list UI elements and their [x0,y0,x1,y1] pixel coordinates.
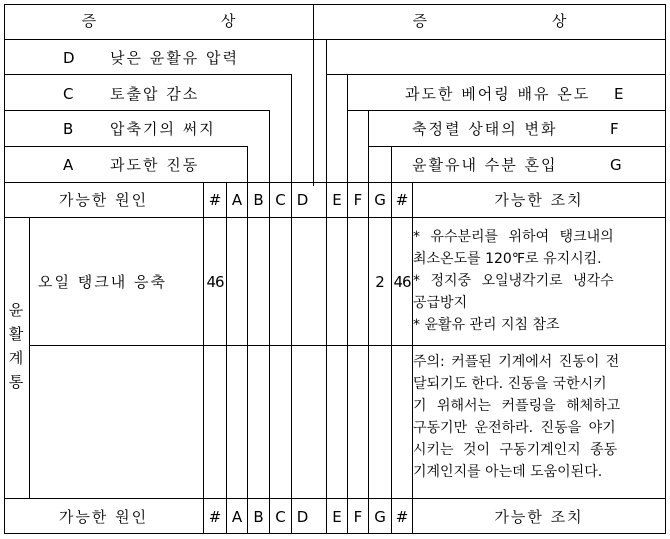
symptom-label-b: 압축기의 써지 [110,120,216,138]
symptom-label-e: 과도한 베어링 배유 온도 [405,85,591,103]
footer-g: G [374,508,386,526]
symptom-code-g: G [610,156,622,174]
col-header-action: 가능한 조치 [494,191,584,209]
footer-cause: 가능한 원인 [58,508,149,526]
col-header-g: G [374,191,386,209]
col-d-line [291,74,292,534]
center-divider [313,4,314,186]
footer-f: F [353,508,363,526]
note-line: 구동기만 운전하라. 진동을 야기 [413,420,616,436]
col-header-cause: 가능한 원인 [58,191,149,209]
symptom-label-a: 과도한 진동 [110,156,200,174]
note-line: 기계인지를 아는데 도움이된다. [413,464,603,480]
section-char: 윤 [8,301,24,319]
col-gap-line [326,39,327,534]
section-label-full: 윤활계통 [6,398,10,399]
row-cause: 오일 탱크내 응축 [38,273,167,291]
section-char: 활 [8,325,24,343]
col-header-d: D [296,191,309,209]
border-right [665,4,666,534]
num-left-col-line [203,182,204,534]
row-num-left: 46 [206,273,224,291]
note-line: 주의: 커플된 기계에서 진동이 전 [413,354,620,370]
footer-b: B [253,508,264,526]
section-char: 계 [8,349,24,367]
border-bottom [4,533,666,534]
footer-d: D [296,508,309,526]
action-line: * 윤활유 관리 지침 참조 [413,317,560,333]
col-header-f: F [353,191,363,209]
col-header-b: B [253,191,264,209]
row-action [413,226,663,336]
footer-c: C [275,508,286,526]
section-col-line [29,217,30,499]
symptom-code-c: C [63,85,74,103]
footer-e: E [332,508,342,526]
symptom-line-b [4,146,248,147]
action-line: 최소온도를 120℉로 유지시킴. [413,251,602,267]
symptom-line-d [4,74,292,75]
column-header-bottom [4,217,666,218]
row-value-g: 2 [375,273,385,291]
col-header-c: C [275,191,286,209]
footer-num-left: # [208,508,222,526]
symptom-code-a: A [63,156,74,174]
footer-action: 가능한 조치 [494,508,584,526]
note-line: 달되기도 한다. 진동을 국한시키 [413,376,607,392]
symptom-label-c: 토출압 감소 [110,85,200,103]
symptom-line-g [369,146,666,147]
symptom-code-b: B [63,120,74,138]
row-note [413,351,663,483]
footer-num-right: # [395,508,409,526]
row-num-right: 46 [393,273,411,291]
action-line: * 정지중 오일냉각기로 냉각수 [413,273,614,289]
header-divider [4,39,666,40]
symptom-label-f: 축정렬 상태의 변화 [412,120,558,138]
col-header-num-left: # [208,191,222,209]
note-line: 기 위해서는 커플링을 해체하고 [413,398,621,414]
footer-top [4,498,666,499]
action-line: 공급방지 [413,295,468,311]
border-left [4,4,5,534]
note-line: 시키는 것이 구동기계인지 종동 [413,442,618,458]
symptom-code-e: E [614,85,624,103]
col-header-num-right: # [395,191,409,209]
border-top [4,4,666,5]
col-header-e: E [332,191,342,209]
col-c-line [269,110,270,534]
footer-a: A [231,508,243,526]
col-e-line [347,74,348,534]
header-left-title: 증 상 [81,12,296,30]
symptom-line-e [327,74,666,75]
symptom-code-d: D [63,49,75,67]
section-char: 통 [8,373,24,391]
symptom-label-d: 낮은 윤활유 압력 [110,49,239,67]
col-f-line [368,110,369,534]
header-right-title: 증 상 [412,12,627,30]
column-header-top [4,182,666,183]
action-line: * 유수분리를 위하여 탱크내의 [413,229,614,245]
col-a-line [226,182,227,534]
symptom-line-c [4,110,270,111]
section-label [6,298,26,394]
symptom-line-f [348,110,666,111]
symptom-code-f: F [610,120,619,138]
symptom-label-g: 윤활유내 수분 혼입 [412,156,558,174]
col-header-a: A [231,191,243,209]
